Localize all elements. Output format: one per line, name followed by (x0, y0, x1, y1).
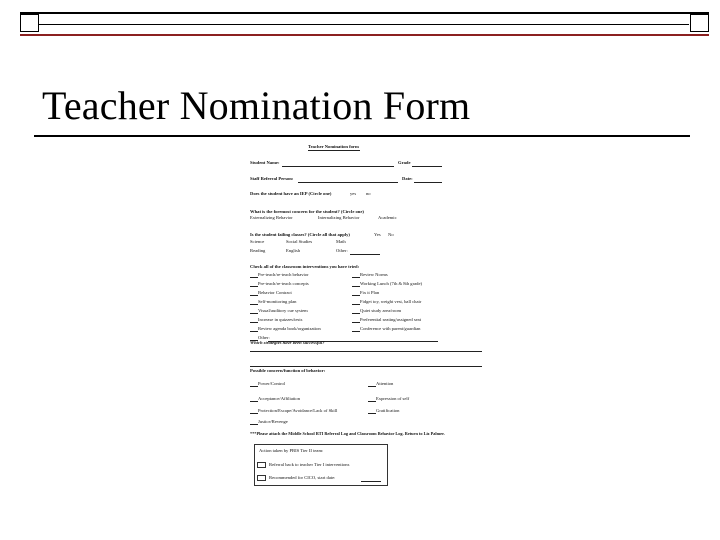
right-square-ornament (690, 14, 709, 32)
intervention-left-7: Review agenda book/organization (250, 326, 321, 332)
student-name-label: Student Name: (250, 160, 280, 165)
intervention-left-8: Other: (250, 335, 270, 341)
function-label: Possible concern/function of behavior: (250, 368, 326, 373)
function-right-2: Expression of self (368, 396, 409, 402)
iep-question: Does the student have an IEP (Circle one) (250, 191, 332, 196)
failing-yes: Yes (374, 232, 381, 237)
intervention-left-1: Pre-teach/re-teach behavior (250, 272, 309, 278)
subject-english: English (286, 248, 301, 253)
intervention-right-3: Fix it Plan (352, 290, 379, 296)
concern-option-1: Externalizing Behavior (250, 215, 293, 220)
intervention-left-3: Behavior Contract (250, 290, 292, 296)
function-left-1: Power/Control (250, 381, 285, 387)
iep-yes: yes (350, 191, 357, 196)
concern-option-2: Internalizing Behavior (318, 215, 360, 220)
top-decorative-bar (20, 12, 709, 36)
concern-question: What is the foremost concern for the student? (Circle one) (250, 209, 364, 214)
box-item-2: Recommended for CICO, start date: (257, 475, 335, 481)
attach-note: ***Please attach the Middle School RTI Referral Log and Classroom Behavior Log. Return to Liz Palmer. (250, 431, 445, 436)
successful-label: Which strategies have been successful? (250, 340, 325, 345)
pbis-action-box (254, 444, 388, 486)
intervention-left-2: Pre-teach/re-teach concepts (250, 281, 309, 287)
subject-math: Math (336, 239, 346, 244)
function-left-4: Justice/Revenge (250, 419, 288, 425)
failing-no: No (388, 232, 394, 237)
function-left-3: Protection/Escape/Avoidance/Lack of Skill (250, 408, 337, 414)
iep-no: no (366, 191, 371, 196)
date-label: Date: (402, 176, 413, 181)
form-title: Teacher Nomination form (308, 144, 359, 149)
intervention-right-2: Working Lunch (7th & 8th grade) (352, 281, 422, 287)
intervention-right-4: Fidget toy, weight vest, ball chair (352, 299, 421, 305)
intervention-right-7: Conference with parent/guardian (352, 326, 420, 332)
grade-label: Grade (398, 160, 411, 165)
left-square-ornament (20, 14, 39, 32)
interventions-header: Check all of the classroom interventions you have tried: (250, 264, 360, 269)
subject-reading: Reading (250, 248, 266, 253)
subject-other: Other: (336, 248, 348, 253)
subject-science: Science (250, 239, 265, 244)
intervention-left-4: Self-monitoring plan (250, 299, 296, 305)
slide-title: Teacher Nomination Form (42, 83, 471, 128)
subject-social-studies: Social Studies (286, 239, 313, 244)
failing-question: Is the student failing classes? (Circle all that apply) (250, 232, 350, 237)
box-item-1: Referral back to teacher Tier I interventions (257, 462, 349, 468)
intervention-right-5: Quiet study area/room (352, 308, 401, 314)
concern-option-3: Academic (378, 215, 397, 220)
intervention-left-5: Visual/auditory cue system (250, 308, 308, 314)
function-right-3: Gratification (368, 408, 399, 414)
nomination-form-scan (236, 140, 486, 486)
staff-referral-label: Staff Referral Person: (250, 176, 294, 181)
intervention-right-6: Preferential seating/assigned seat (352, 317, 421, 323)
function-left-2: Acceptance/Affiliation (250, 396, 300, 402)
box-title: Action taken by PBIS Tier II team: (259, 448, 324, 453)
intervention-left-6: Increase in quizzes/tests (250, 317, 302, 323)
intervention-right-1: Review Norms (352, 272, 388, 278)
title-divider (34, 135, 690, 137)
function-right-1: Attention (368, 381, 393, 387)
